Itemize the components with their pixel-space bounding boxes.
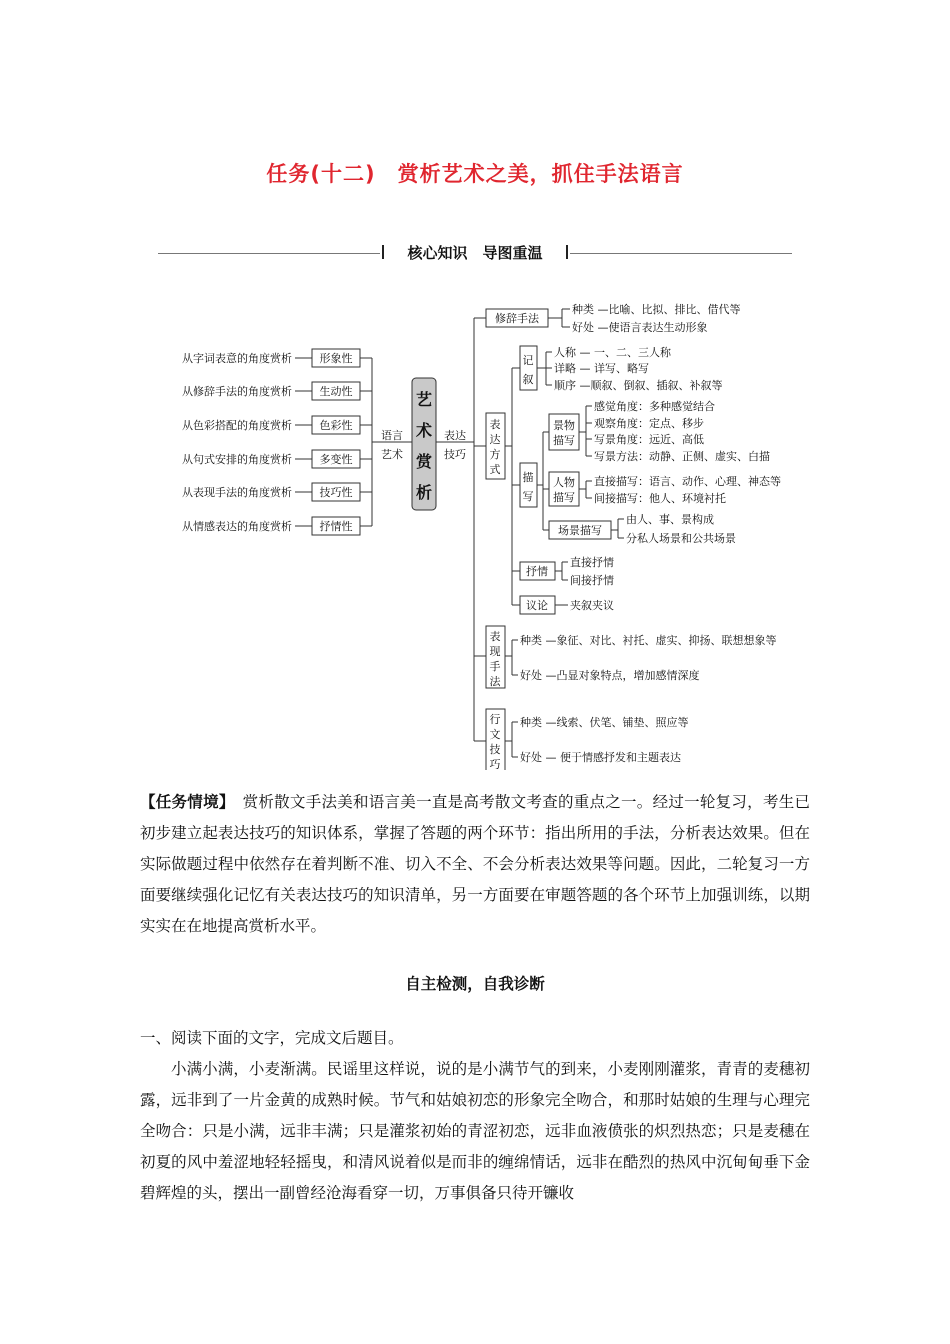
biaoxian-kind: 种类 —象征、对比、衬托、虚实、抑扬、联想想象等 xyxy=(520,634,777,647)
left-tag-6: 抒情性 xyxy=(319,520,353,533)
center-char-4: 析 xyxy=(415,483,433,502)
biaoda-char-2: 达 xyxy=(489,433,501,446)
renwu-item-1: 直接描写：语言、动作、心理、神态等 xyxy=(594,475,781,488)
shuqing-item-2: 间接抒情 xyxy=(570,574,614,587)
changjing-item-1: 由人、事、景构成 xyxy=(626,513,714,526)
center-char-2: 术 xyxy=(415,421,433,440)
jixu-item-1: 人称 — 一、二、三人称 xyxy=(554,346,671,359)
renwu-item-2: 间接描写：他人、环境衬托 xyxy=(594,492,726,505)
left-angle-4: 从句式安排的角度赏析 xyxy=(182,453,292,466)
left-branch-label-1: 语言 xyxy=(381,429,403,442)
biaoxian-char-4: 法 xyxy=(489,675,501,688)
left-tag-2: 生动性 xyxy=(319,385,353,398)
biaoda-char-1: 表 xyxy=(489,418,501,431)
task-scenario xyxy=(140,786,810,942)
miaoxie-char-2: 写 xyxy=(522,490,534,503)
left-angle-3: 从色彩搭配的角度赏析 xyxy=(182,419,292,432)
xingwen-char-2: 文 xyxy=(489,728,501,741)
changjing-label: 场景描写 xyxy=(558,524,602,537)
jixu-char-1: 记 xyxy=(522,354,534,367)
xingwen-benefit: 好处 — 便于情感抒发和主题表达 xyxy=(520,751,681,764)
jixu-item-2: 详略 — 详写、略写 xyxy=(554,362,649,375)
biaoda-char-4: 式 xyxy=(489,463,501,476)
renwu-label-2: 描写 xyxy=(553,491,575,504)
question-intro: 一、阅读下面的文字，完成文后题目。 xyxy=(140,1029,404,1047)
biaoxian-char-1: 表 xyxy=(489,630,501,643)
xiuci-benefit: 好处 —使语言表达生动形象 xyxy=(572,321,708,334)
divider-left xyxy=(158,253,380,254)
xiuci-label: 修辞手法 xyxy=(495,312,539,325)
jingwu-item-2: 观察角度：定点、移步 xyxy=(594,417,704,430)
xingwen-kind: 种类 —线索、伏笔、铺垫、照应等 xyxy=(520,716,689,729)
biaoxian-char-2: 现 xyxy=(489,645,501,658)
task-scenario-tag: 【任务情境】 xyxy=(140,792,227,811)
xingwen-char-1: 行 xyxy=(489,713,501,726)
yilun-item: 夹叙夹议 xyxy=(570,599,614,612)
left-tag-1: 形象性 xyxy=(319,352,353,365)
left-branch-label-2: 艺术 xyxy=(381,448,403,461)
center-char-3: 赏 xyxy=(415,452,433,471)
mind-map xyxy=(0,290,950,770)
subheading: 自主检测，自我诊断 xyxy=(405,975,545,993)
task-scenario-text: 赏析散文手法美和语言美一直是高考散文考查的重点之一。经过一轮复习，考生已初步建立起表达技巧的知识体系，掌握了答题的两个环节：指出所用的手法，分析表达效果。但在实际做题过程中依然存在着判断不准、切入不全、不会分析表达效果等问题。因此，二轮复习一方面要继续强化记忆有关表达技巧的知识清单，另一方面要在审题答题的各个环节上加强训练，以期实实在在地提高赏析水平。 xyxy=(140,793,810,935)
biaoxian-char-3: 手 xyxy=(489,660,501,673)
renwu-label-1: 人物 xyxy=(553,476,575,489)
page-title: 任务(十二) 赏析艺术之美，抓住手法语言 xyxy=(266,162,684,186)
jingwu-item-1: 感觉角度：多种感觉结合 xyxy=(594,400,715,413)
biaoda-char-3: 方 xyxy=(489,448,501,461)
jingwu-label-1: 景物 xyxy=(553,419,575,432)
xingwen-char-4: 巧 xyxy=(489,758,501,770)
changjing-item-2: 分私人场景和公共场景 xyxy=(626,532,736,545)
shuqing-item-1: 直接抒情 xyxy=(570,556,614,569)
yilun-label: 议论 xyxy=(526,599,548,612)
left-tag-4: 多变性 xyxy=(319,453,353,466)
divider-right xyxy=(570,253,792,254)
section-heading: 核心知识 导图重温 xyxy=(407,244,543,262)
jixu-char-2: 叙 xyxy=(522,373,534,386)
jingwu-item-3: 写景角度：远近、高低 xyxy=(594,433,704,446)
right-branch-label-1: 表达 xyxy=(444,429,466,442)
shuqing-label: 抒情 xyxy=(526,565,548,578)
center-char-1: 艺 xyxy=(415,390,433,409)
miaoxie-char-1: 描 xyxy=(522,471,534,484)
left-tag-5: 技巧性 xyxy=(319,486,353,499)
left-tag-3: 色彩性 xyxy=(319,419,353,432)
right-branch-label-2: 技巧 xyxy=(444,448,466,461)
left-angle-5: 从表现手法的角度赏析 xyxy=(182,486,292,499)
xiuci-kind: 种类 —比喻、比拟、排比、借代等 xyxy=(572,303,741,316)
jingwu-item-4: 写景方法：动静、正侧、虚实、白描 xyxy=(594,450,770,463)
left-angle-6: 从情感表达的角度赏析 xyxy=(182,520,292,533)
passage-paragraph: 小满小满，小麦渐满。民谣里这样说，说的是小满节气的到来，小麦刚刚灌浆，青青的麦穗初露，远非到了一片金黄的成熟时候。节气和姑娘初恋的形象完全吻合，和那时姑娘的生理与心理完全吻合：只是小满，远非丰满；只是灌浆初始的青涩初恋，远非血液偾张的炽烈热恋；只是麦穗在初夏的风中羞涩地轻轻摇曳，和清风说着似是而非的缠绵情话，远非在酷烈的热风中沉甸甸垂下金碧辉煌的头，摆出一副曾经沧海看穿一切，万事俱备只待开镰收 xyxy=(140,1060,810,1202)
biaoxian-benefit: 好处 —凸显对象特点，增加感情深度 xyxy=(520,669,700,682)
jingwu-label-2: 描写 xyxy=(553,434,575,447)
left-angle-2: 从修辞手法的角度赏析 xyxy=(182,385,292,398)
xingwen-char-3: 技 xyxy=(489,743,501,756)
left-angle-1: 从字词表意的角度赏析 xyxy=(182,352,292,365)
jixu-item-3: 顺序 —顺叙、倒叙、插叙、补叙等 xyxy=(554,379,723,392)
